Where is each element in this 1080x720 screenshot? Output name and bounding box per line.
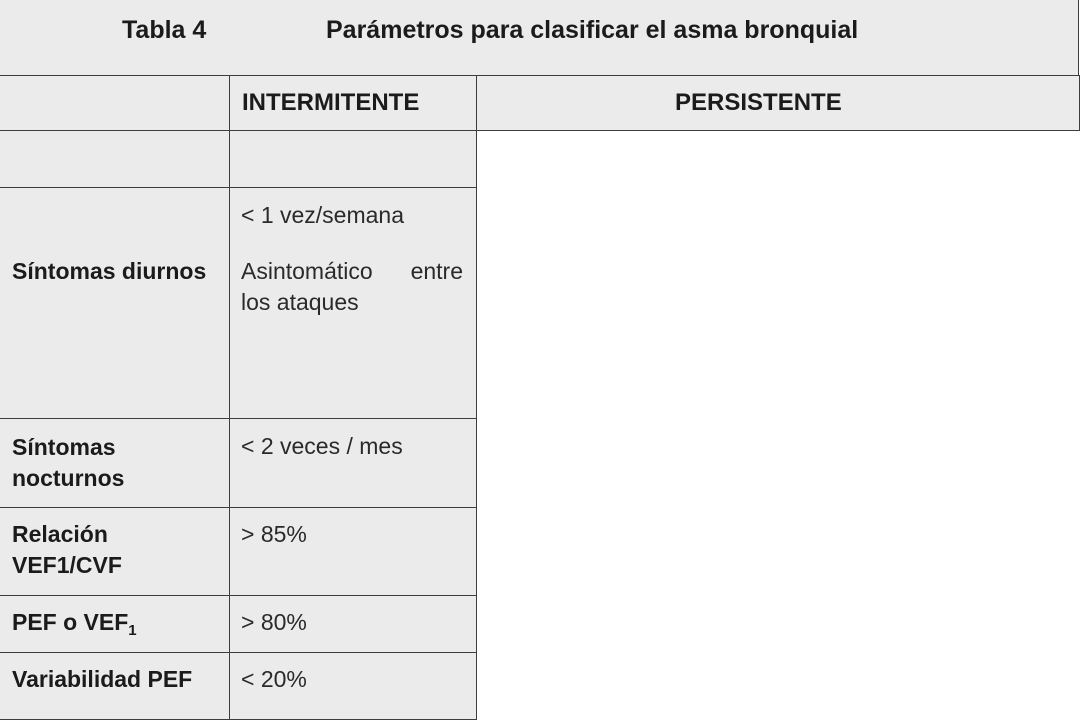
row-label-nocturnal: Síntomas nocturnos (12, 434, 125, 491)
value-daytime-asymptomatic: Asintomático entre los ataques (241, 258, 463, 315)
row-label-variability: Variabilidad PEF (12, 666, 193, 692)
row-label-pef (12, 607, 137, 638)
row-label-ratio: Relación VEF1/CVF (12, 521, 122, 578)
row-label-daytime: Síntomas diurnos (12, 258, 207, 284)
column-header-persistent: PERSISTENTE (675, 89, 842, 116)
value-ratio: > 85% (241, 521, 307, 547)
value-pef: > 80% (241, 609, 307, 635)
value-nocturnal: < 2 veces / mes (241, 433, 403, 459)
header-stub-cell (0, 75, 230, 131)
value-variability: < 20% (241, 666, 307, 692)
table-label: Tabla 4 (122, 16, 207, 44)
value-daytime-frequency: < 1 vez/semana (241, 202, 405, 228)
row-label-pef-subscript: 1 (128, 622, 137, 639)
column-header-intermittent: INTERMITENTE (242, 89, 420, 116)
table-title: Parámetros para clasificar el asma bronquial (326, 16, 859, 44)
table-row-empty-value (229, 130, 477, 188)
table-row-empty-label (0, 130, 230, 188)
table-row-daytime-label-cell (0, 187, 230, 419)
row-label-pef-main: PEF o VEF (12, 609, 129, 635)
